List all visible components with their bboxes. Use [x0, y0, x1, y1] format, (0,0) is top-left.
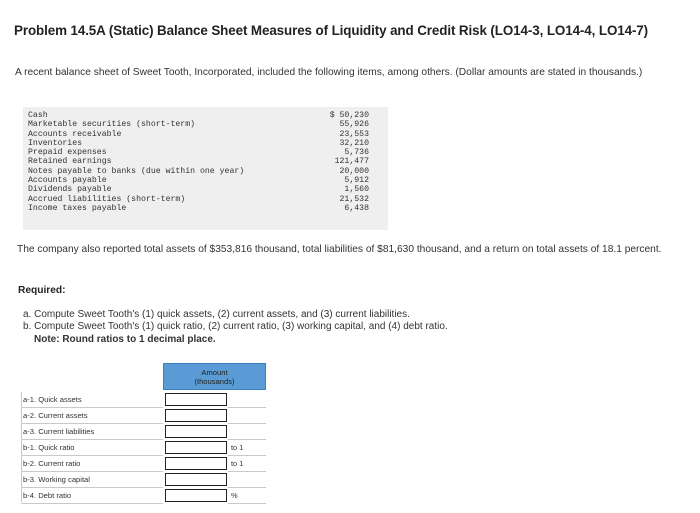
balance-item-label: Retained earnings	[28, 157, 112, 167]
balance-item-value: 20,000	[339, 166, 369, 176]
balance-item-label: Inventories	[28, 138, 83, 148]
answer-row-quick-ratio	[21, 440, 266, 456]
current-ratio-input[interactable]	[165, 457, 227, 470]
row-label: a-3. Current liabilities	[21, 424, 163, 440]
current-liabilities-input[interactable]	[165, 425, 227, 438]
balance-item-value: 21,532	[339, 194, 369, 204]
balance-item-value: 55,926	[339, 120, 369, 130]
balance-item-value: 32,210	[339, 138, 369, 148]
balance-item-label: Prepaid expenses	[28, 148, 107, 158]
balance-item-value: 23,553	[339, 129, 369, 139]
row-label: a-2. Current assets	[21, 408, 163, 424]
balance-item-values	[330, 111, 369, 213]
row-label: b-2. Current ratio	[21, 456, 163, 472]
balance-item-label: Accounts payable	[28, 176, 107, 186]
answer-row-current-liabilities	[21, 424, 266, 440]
row-suffix: %	[228, 488, 266, 504]
amount-header-line2: (thousands)	[194, 376, 235, 386]
rounding-note: Note: Round ratios to 1 decimal place.	[34, 334, 216, 345]
balance-item-value: 121,477	[334, 157, 369, 167]
balance-item-value: $ 50,230	[329, 111, 369, 120]
balance-item-label: Dividends payable	[28, 185, 112, 195]
required-part-b: b. Compute Sweet Tooth's (1) quick ratio, (2) current ratio, (3) working capital, and (4) debt ratio.	[23, 321, 448, 332]
row-suffix	[228, 392, 266, 408]
row-suffix	[228, 408, 266, 424]
answer-row-working-capital	[21, 472, 266, 488]
balance-item-label: Accounts receivable	[28, 129, 122, 139]
balance-item-label: Accrued liabilities (short-term)	[28, 194, 186, 204]
row-label: b-4. Debt ratio	[21, 488, 163, 504]
problem-intro: A recent balance sheet of Sweet Tooth, Incorporated, included the following items, among others. (Dollar amounts are stated in thousands.)	[15, 67, 643, 78]
row-suffix	[228, 472, 266, 488]
balance-item-label: Marketable securities (short-term)	[28, 120, 196, 130]
answer-row-debt-ratio	[21, 488, 266, 504]
problem-title: Problem 14.5A (Static) Balance Sheet Measures of Liquidity and Credit Risk (LO14-3, LO14-4, LO14-7)	[14, 23, 649, 38]
balance-item-label: Notes payable to banks (due within one year)	[28, 166, 245, 176]
answer-row-quick-assets	[21, 392, 266, 408]
additional-info: The company also reported total assets of $353,816 thousand, total liabilities of $81,630 thousand, and a return on total assets of 18.1 percent.	[17, 244, 662, 255]
row-suffix: to 1	[228, 440, 266, 456]
balance-sheet-items	[23, 107, 388, 230]
table-left-border	[21, 392, 22, 502]
amount-column-header	[163, 363, 266, 390]
balance-item-value: 1,560	[344, 185, 369, 195]
balance-item-value: 5,736	[344, 148, 369, 158]
balance-item-value: 6,438	[344, 203, 369, 213]
current-assets-input[interactable]	[165, 409, 227, 422]
debt-ratio-input[interactable]	[165, 489, 227, 502]
answer-table	[21, 363, 266, 502]
balance-item-labels	[28, 111, 244, 213]
answer-row-current-assets	[21, 408, 266, 424]
balance-item-label: Cash	[28, 111, 48, 120]
row-label: b-3. Working capital	[21, 472, 163, 488]
answer-row-current-ratio	[21, 456, 266, 472]
quick-assets-input[interactable]	[165, 393, 227, 406]
balance-item-value: 5,912	[344, 176, 369, 186]
amount-header-line1: Amount	[201, 367, 228, 377]
required-part-a: a. Compute Sweet Tooth's (1) quick assets, (2) current assets, and (3) current liabilities.	[23, 309, 410, 320]
balance-item-label: Income taxes payable	[28, 203, 127, 213]
required-heading: Required:	[18, 285, 66, 296]
row-suffix	[228, 424, 266, 440]
row-label: a-1. Quick assets	[21, 392, 163, 408]
row-label: b-1. Quick ratio	[21, 440, 163, 456]
row-suffix: to 1	[228, 456, 266, 472]
working-capital-input[interactable]	[165, 473, 227, 486]
quick-ratio-input[interactable]	[165, 441, 227, 454]
